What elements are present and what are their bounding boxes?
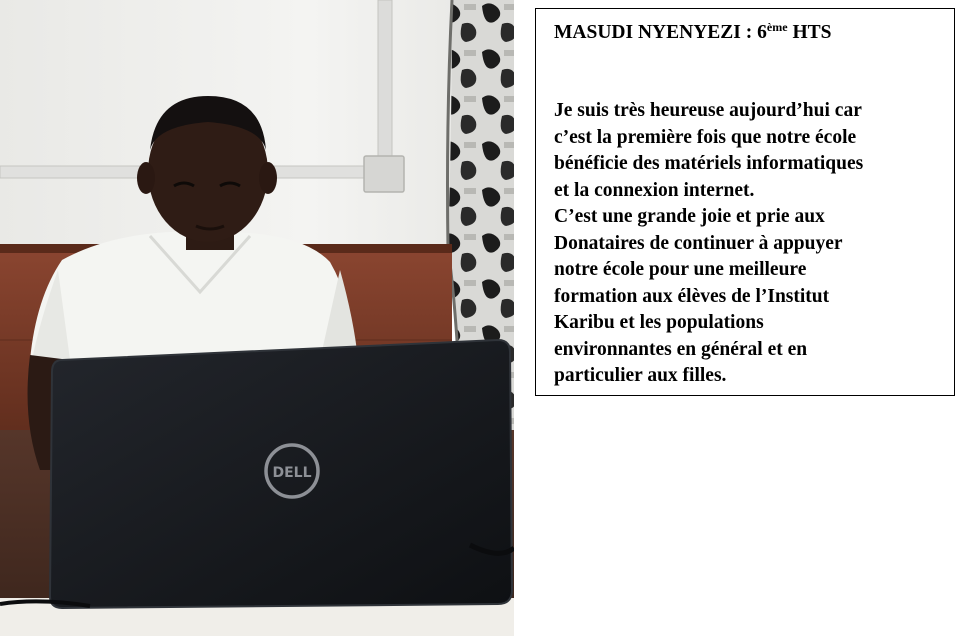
- testimony-line: formation aux élèves de l’Institut: [554, 285, 830, 307]
- student-name-heading: [554, 21, 938, 45]
- grade-section: HTS: [787, 22, 832, 43]
- student-name: MASUDI NYENYEZI :: [554, 22, 758, 43]
- testimony-quote: [554, 98, 938, 390]
- testimony-line: bénéficie des matériels informatiques: [554, 153, 864, 174]
- testimony-line: particulier aux filles.: [554, 365, 727, 386]
- testimony-line: notre école pour une meilleure: [554, 259, 807, 280]
- laptop-logo-text: DELL: [272, 465, 312, 481]
- testimony-line: et la connexion internet.: [554, 179, 755, 201]
- testimony-line: Je suis très heureuse aujourd’hui car: [554, 100, 862, 121]
- testimony-line: Karibu et les populations: [554, 312, 764, 333]
- grade-superscript: ème: [766, 20, 788, 34]
- testimony-line: C’est une grande joie et prie aux: [554, 206, 825, 227]
- testimony-line: environnantes en général et en: [554, 338, 808, 360]
- testimony-line: Donataires de continuer à appuyer: [554, 232, 843, 254]
- testimony-box: [535, 8, 955, 396]
- grade-number: 6: [757, 22, 767, 43]
- testimony-line: c’est la première fois que notre école: [554, 126, 857, 148]
